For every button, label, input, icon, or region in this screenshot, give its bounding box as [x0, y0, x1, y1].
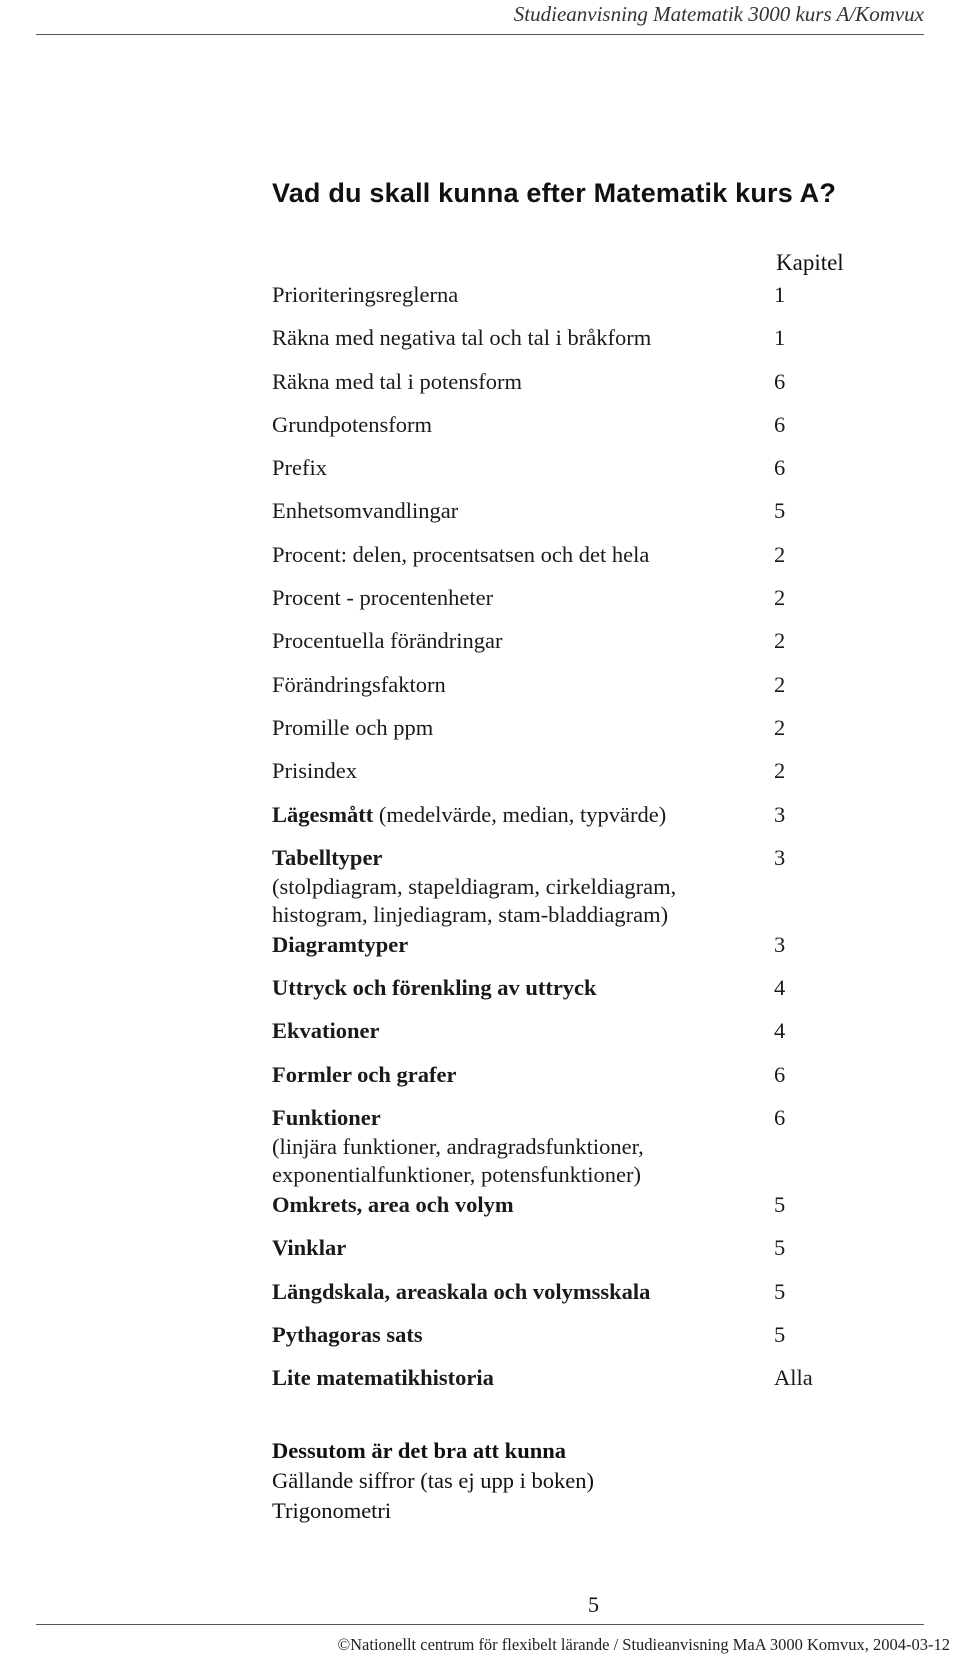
- topic-name: [272, 1105, 381, 1131]
- topic-label: Ekvationer: [272, 1018, 380, 1044]
- topic-name: [272, 1192, 514, 1218]
- chapter-number: 3: [774, 931, 786, 957]
- topic-name: [272, 975, 597, 1001]
- chapter-number: 2: [774, 714, 786, 740]
- chapter-number: 5: [774, 1278, 786, 1304]
- topic-name: [272, 1062, 457, 1088]
- topic-subtext: (linjära funktioner, andragradsfunktioner, exponentialfunktioner, potensfunktioner): [272, 1134, 644, 1188]
- chapter-number: 6: [774, 368, 786, 394]
- topic-label: Funktioner: [272, 1105, 381, 1131]
- chapter-number: 3: [774, 801, 786, 827]
- chapter-number: 1: [774, 282, 786, 307]
- topic-name: [272, 1279, 650, 1305]
- chapter-number: 2: [774, 541, 786, 567]
- topic-name: [272, 282, 458, 308]
- chapter-number: 6: [774, 1105, 786, 1131]
- page-title: Vad du skall kunna efter Matematik kurs A?: [272, 178, 837, 208]
- topic-label: Promille och ppm: [272, 714, 434, 740]
- additional-skills: [272, 1436, 594, 1526]
- topic-row: [272, 975, 872, 1018]
- footer-rule: [36, 1624, 924, 1625]
- chapter-number: 3: [774, 844, 786, 870]
- topic-row: [272, 585, 872, 628]
- topic-label: Omkrets, area och volym: [272, 1192, 514, 1218]
- topic-row: [272, 845, 872, 932]
- topic-name: [272, 802, 666, 828]
- topic-row: [272, 715, 872, 758]
- topic-row: [272, 542, 872, 585]
- topic-name: [272, 1235, 346, 1261]
- topic-label: Längdskala, areaskala och volymsskala: [272, 1278, 651, 1304]
- topic-label: Räkna med negativa tal och tal i bråkform: [272, 325, 652, 351]
- topic-row: [272, 1062, 872, 1105]
- topic-label: Uttryck och förenkling av uttryck: [272, 975, 597, 1001]
- topic-label: Lägesmått: [272, 801, 374, 827]
- additional-skill-item: Gällande siffror (tas ej upp i boken): [272, 1468, 594, 1493]
- chapter-number: 6: [774, 411, 786, 437]
- topic-name: [272, 1018, 380, 1044]
- topic-label: Formler och grafer: [272, 1061, 457, 1087]
- topic-row: [272, 1192, 872, 1235]
- topic-label: Lite matematikhistoria: [272, 1365, 494, 1391]
- topic-row: [272, 932, 872, 975]
- topic-name: [272, 932, 408, 958]
- topic-name: [272, 1322, 423, 1348]
- topic-row: [272, 1105, 872, 1192]
- topic-name: [272, 455, 327, 481]
- topic-row: [272, 455, 872, 498]
- topic-label: Prefix: [272, 455, 327, 481]
- topic-name: [272, 845, 382, 871]
- topic-row: [272, 498, 872, 541]
- chapter-number: 1: [774, 325, 786, 351]
- topic-row: [272, 1235, 872, 1278]
- chapter-number: 5: [774, 1235, 786, 1261]
- topic-name: [272, 498, 458, 524]
- topic-row: [272, 369, 872, 412]
- topic-subtext: (stolpdiagram, stapeldiagram, cirkeldiagram, histogram, linjediagram, stam-bladdiagram): [272, 873, 677, 927]
- topic-label: Procent: delen, procentsatsen och det hela: [272, 541, 650, 567]
- chapter-number: 5: [774, 1192, 786, 1218]
- topic-label: Procent - procentenheter: [272, 585, 494, 611]
- chapter-number: 5: [774, 1321, 786, 1347]
- topic-row: [272, 758, 872, 801]
- page-footer: ©Nationellt centrum för flexibelt lärande / Studieanvisning MaA 3000 Komvux, 2004-03-12: [337, 1635, 950, 1654]
- topic-label: Prisindex: [272, 758, 358, 784]
- chapter-number: 6: [774, 1061, 786, 1087]
- running-header: Studieanvisning Matematik 3000 kurs A/Komvux: [513, 2, 924, 26]
- chapter-number: 2: [774, 585, 786, 611]
- topic-name: [272, 1365, 494, 1391]
- topic-row: [272, 1018, 872, 1061]
- topic-label: Enhetsomvandlingar: [272, 498, 459, 524]
- topic-label: Räkna med tal i potensform: [272, 368, 522, 394]
- topic-label: Procentuella förändringar: [272, 628, 503, 654]
- topic-name: [272, 369, 522, 395]
- topic-label: Förändringsfaktorn: [272, 671, 446, 697]
- topic-name: [272, 758, 357, 784]
- topic-name: [272, 325, 651, 351]
- chapter-number: Alla: [774, 1365, 813, 1391]
- topic-label: Tabelltyper: [272, 844, 383, 870]
- topic-label: Vinklar: [272, 1235, 347, 1261]
- chapter-number: 2: [774, 758, 786, 784]
- additional-skill-item: Trigonometri: [272, 1498, 392, 1523]
- topic-list: [272, 282, 872, 1409]
- topic-name: [272, 585, 493, 611]
- chapter-column-header: Kapitel: [776, 250, 844, 275]
- topic-row: [272, 802, 872, 845]
- topic-row: [272, 1365, 872, 1408]
- topic-row: [272, 282, 872, 325]
- topic-label: Prioriteringsreglerna: [272, 282, 459, 307]
- topic-name: [272, 672, 446, 698]
- topic-row: [272, 672, 872, 715]
- topic-label: Pythagoras sats: [272, 1321, 423, 1347]
- chapter-number: 4: [774, 1018, 786, 1044]
- topic-name: [272, 715, 433, 741]
- topic-row: [272, 412, 872, 455]
- topic-name: [272, 628, 503, 654]
- chapter-number: 2: [774, 671, 786, 697]
- topic-row: [272, 1322, 872, 1365]
- topic-row: [272, 325, 872, 368]
- chapter-number: 6: [774, 455, 786, 481]
- topic-label: Diagramtyper: [272, 931, 409, 957]
- additional-skills-heading: Dessutom är det bra att kunna: [272, 1438, 566, 1463]
- topic-name: [272, 412, 432, 438]
- topic-row: [272, 1279, 872, 1322]
- topic-row: [272, 628, 872, 671]
- page-number: 5: [588, 1592, 599, 1617]
- chapter-number: 5: [774, 498, 786, 524]
- chapter-number: 4: [774, 975, 786, 1001]
- topic-label: Grundpotensform: [272, 411, 432, 437]
- topic-name: [272, 542, 649, 568]
- topic-detail: (medelvärde, median, typvärde): [373, 801, 667, 827]
- chapter-number: 2: [774, 628, 786, 654]
- header-rule: [36, 34, 924, 35]
